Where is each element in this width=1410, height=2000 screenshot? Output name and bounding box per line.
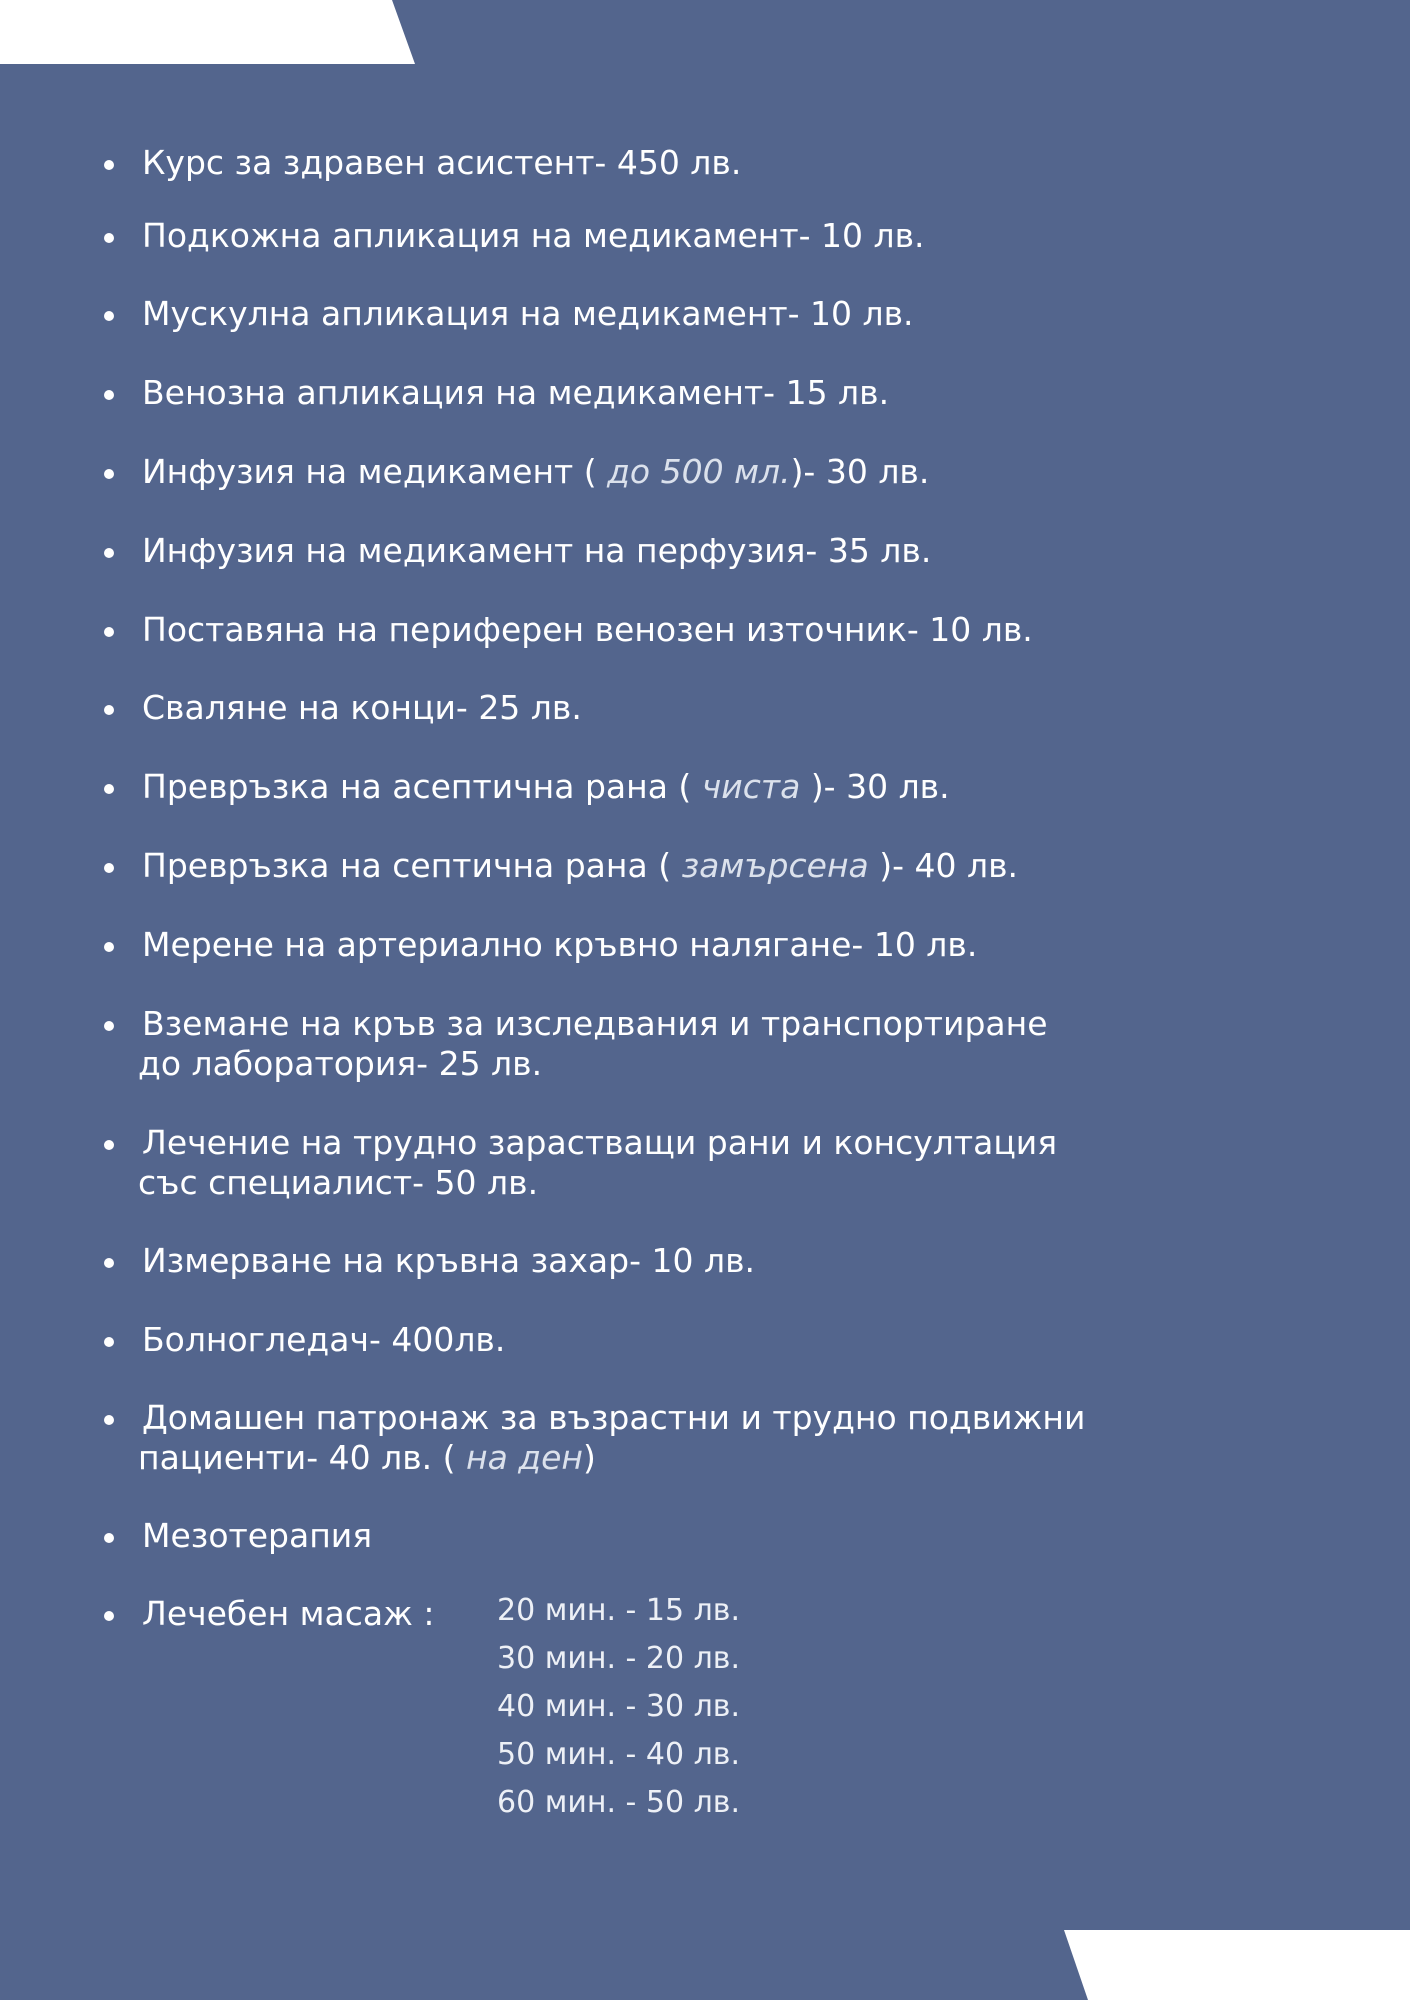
item-text: Поставяна на периферен венозен източник- 10 лв. [142, 610, 1033, 649]
item-text: пациенти- 40 лв. ( [138, 1438, 456, 1477]
bottom-corner-decoration [1064, 1930, 1410, 2000]
item-text: Домашен патронаж за възрастни и трудно подвижни [142, 1398, 1086, 1437]
item-text: Сваляне на конци- 25 лв. [142, 688, 582, 727]
item-text: ) [583, 1438, 596, 1477]
list-item [142, 688, 1262, 728]
item-text: Инфузия на медикамент ( [142, 452, 597, 491]
list-item [142, 925, 1262, 965]
list-item [138, 1004, 1262, 1084]
list-item [142, 452, 1262, 492]
item-price: )- 30 лв. [810, 767, 950, 806]
top-corner-decoration [0, 0, 415, 64]
massage-rate: 60 мин. - 50 лв. [497, 1785, 740, 1820]
list-item [142, 216, 1262, 256]
massage-rates [497, 1587, 740, 1827]
item-text: Мезотерапия [142, 1516, 373, 1555]
list-item [142, 294, 1262, 334]
list-item [142, 143, 1262, 183]
list-item [142, 846, 1262, 886]
item-text: Венозна апликация на медикамент- 15 лв. [142, 373, 890, 412]
item-text-continued [138, 1438, 1262, 1478]
item-note: до 500 мл. [596, 452, 791, 491]
item-text: Превръзка на асептична рана ( [142, 767, 692, 806]
list-item [142, 1516, 1262, 1556]
item-note: чиста [691, 767, 811, 806]
item-text: Лечение на трудно зарастващи рани и консултация [142, 1123, 1058, 1162]
massage-rate: 40 мин. - 30 лв. [497, 1689, 740, 1724]
list-item [142, 767, 1262, 807]
list-item [142, 1241, 1262, 1281]
list-item [138, 1398, 1262, 1478]
item-text-continued: до лаборатория- 25 лв. [138, 1044, 543, 1083]
item-text: Лечебен масаж : [142, 1594, 435, 1633]
massage-rate: 20 мин. - 15 лв. [497, 1593, 740, 1628]
item-text: Превръзка на септична рана ( [142, 846, 672, 885]
item-text: Болногледач- 400лв. [142, 1320, 506, 1359]
massage-rate: 50 мин. - 40 лв. [497, 1737, 740, 1772]
item-text: Вземане на кръв за изследвания и транспортиране [142, 1004, 1048, 1043]
item-price: )- 30 лв. [790, 452, 930, 491]
item-text: Мерене на артериално кръвно налягане- 10 лв. [142, 925, 978, 964]
list-item [142, 373, 1262, 413]
list-item [142, 1320, 1262, 1360]
item-text: Курс за здравен асистент- 450 лв. [142, 143, 742, 182]
item-note: замърсена [671, 846, 880, 885]
item-text: Мускулна апликация на медикамент- 10 лв. [142, 294, 914, 333]
list-item [138, 1123, 1262, 1203]
item-text: Подкожна апликация на медикамент- 10 лв. [142, 216, 925, 255]
list-item [142, 531, 1262, 571]
item-text: Инфузия на медикамент на перфузия- 35 лв. [142, 531, 932, 570]
item-text-continued: със специалист- 50 лв. [138, 1163, 539, 1202]
item-text: Измерване на кръвна захар- 10 лв. [142, 1241, 756, 1280]
massage-rate: 30 мин. - 20 лв. [497, 1641, 740, 1676]
list-item [142, 610, 1262, 650]
item-note: на ден [455, 1438, 584, 1477]
item-price: )- 40 лв. [879, 846, 1019, 885]
